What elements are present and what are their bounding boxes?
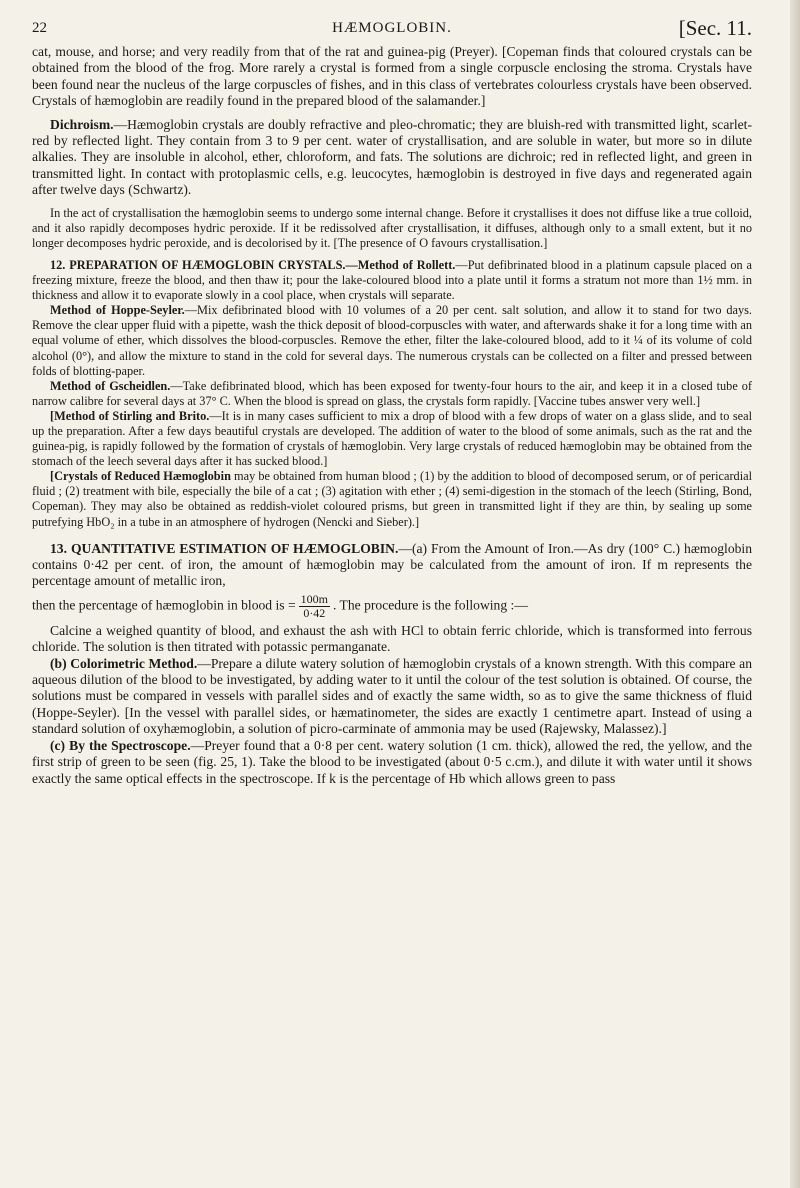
gscheidlen-heading: Method of Gscheidlen. [50, 378, 171, 393]
colorimetric-text: —Prepare a dilute watery solution of hæmoglobin crystals of a known strength. With this compare an aqueous dilution of the blood to be investigated, by adding water to it until the colour of the test solution is obtained. Of course, the solutions must be compared in vessels with parallel sides and of exactly the same width, so as to give the same thickness of fluid (Hoppe-Seyler). [In the vessel with parallel sides, or hæmatinometer, the sides are exactly 1 centimetre apart. Instead of using a standard solution of oxyhæmoglobin, a solution of picro-carminate of ammonia may be used (Rajewsky, Malassez).] [32, 655, 753, 737]
paragraph-gscheidlen [32, 379, 752, 409]
rollett-text: —Put defibrinated blood in a platinum capsule placed on a freezing mixture, freeze the blood, and then thaw it; pour the lake-coloured blood into a plate until it forms a stratum not more than 1½ mm. in thickness and allow it to evaporate slowly in a cool place, when crystals will separate. [32, 257, 753, 303]
section-12-heading: 12. PREPARATION OF HÆMOGLOBIN CRYSTALS.—Method of Rollett. [50, 257, 456, 272]
page-number: 22 [32, 20, 47, 36]
dichroism-text: —Hæmoglobin crystals are doubly refractive and pleo-chromatic; they are bluish-red with transmitted light, scarlet-red by reflected light. They contain from 3 to 9 per cent. water of crystallisation, and are soluble in water, but more so in dilute alkalies. They are insoluble in alcohol, ether, chloroform, and fats. The solutions are dichroic; red in reflected light, and green in transmitted light. In contact with protoplasmic cells, e.g. leucocytes, hæmoglobin is destroyed in five days and regenerated again after twelve days (Schwartz). [32, 116, 752, 198]
hoppe-seyler-text: —Mix defibrinated blood with 10 volumes of a 20 per cent. salt solution, and allow it to stand for two days. Remove the clear upper fluid with a pipette, wash the thick deposit of blood-corpuscles with water, and afterwards shake it for a long time with an equal volume of ether, which dissolves the blood-corpuscles. Remove the ether, filter the lake-coloured blood, add to it ¼ of its volume of cold alcohol (0°), and allow the mixture to stand in the cold for several days. The numerous crystals can be collected on a filter and pressed between folds of blotting-paper. [32, 303, 752, 378]
running-title: HÆMOGLOBIN. [332, 20, 452, 36]
colorimetric-heading: (b) Colorimetric Method. [50, 655, 198, 671]
formula-numerator: 100m [300, 591, 328, 606]
section-marker: [Sec. 11. [678, 16, 752, 40]
spectroscope-heading: (c) By the Spectroscope. [50, 737, 191, 753]
paragraph-calcine: Calcine a weighed quantity of blood, and exhaust the ash with HCl to obtain ferric chloride, which is transformed into ferrous chloride. The solution is then titrated with potassic permanganate. [32, 622, 752, 655]
dichroism-heading: Dichroism. [50, 116, 114, 132]
page-edge-shadow [790, 0, 800, 1188]
formula-lead: then the percentage of hæmoglobin in blood is = [32, 597, 296, 613]
paragraph-quantitative [32, 541, 752, 590]
page-body [32, 44, 752, 787]
formula-denominator: 0·42 [303, 605, 326, 620]
hoppe-seyler-heading: Method of Hoppe-Seyler. [50, 303, 185, 318]
stirling-brito-text: —It is in many cases sufficient to mix a drop of blood with a few drops of water on a glass slide, and to seal up the preparation. After a few days beautiful crystals are developed. The addition of water to the blood of some animals, such as the rat and the guinea-pig, is rapidly followed by the formation of crystals of hæmoglobin. Very large crystals of reduced hæmoglobin may be obtained from the stomach of the leech several days after it has sucked blood.] [32, 408, 752, 469]
haemoglobin-formula [32, 593, 752, 620]
stirling-brito-heading: [Method of Stirling and Brito. [50, 408, 210, 423]
paragraph-spectroscope [32, 738, 752, 787]
reduced-haemoglobin-text: may be obtained from human blood ; (1) by the addition to blood of decomposed serum, or of pericardial fluid ; (2) treatment with bile, especially the bile of a cat ; (3) agitation with ether ; (4) semi-digestion in the stomach of the leech (Stirling, Bond, Copeman). They may also be obtained as reddish-violet coloured prisms, but green in transmitted light if they are thin, by sealing up some putrefying HbO₂ in a tube in an atmosphere of hydrogen (Nencki and Sieber).] [32, 469, 752, 529]
gscheidlen-text: —Take defibrinated blood, which has been exposed for twenty-four hours to the air, and keep it in a closed tube of narrow calibre for several days at 37° C. When the blood is spread on glass, the crystals form rapidly. [Vaccine tubes answer very well.] [32, 378, 753, 408]
paragraph-reduced-haemoglobin [32, 469, 752, 529]
paragraph-hoppe-seyler [32, 303, 752, 378]
paragraph-dichroism [32, 117, 752, 199]
paragraph-stirling-brito [32, 409, 752, 469]
page-header [32, 14, 752, 44]
spectroscope-text: —Preyer found that a 0·8 per cent. watery solution (1 cm. thick), allowed the red, the yellow, and the first strip of green to be seen (fig. 25, 1). Take the blood to be investigated (about 0·5 c.cm.), and dilute it with water until it shows exactly the same optical effects in the spectroscope. If k is the percentage of Hb which allows green to pass [32, 737, 752, 786]
section-13-heading: 13. QUANTITATIVE ESTIMATION OF HÆMOGLOBIN. [50, 540, 399, 556]
formula-fraction [299, 593, 330, 620]
paragraph-crystallisation-note: In the act of crystallisation the hæmoglobin seems to undergo some internal change. Before it crystallises it does not diffuse like a true colloid, and it also rapidly decomposes hydric peroxide. If it be redissolved after crystallisation, it diffuses, although only to a small extent, but it no longer decomposes hydric peroxide, and is decolorised by it. [The presence of O favours crystallisation.] [32, 205, 752, 250]
reduced-haemoglobin-heading: [Crystals of Reduced Hæmoglobin [50, 469, 231, 484]
formula-tail: . The procedure is the following :— [332, 597, 528, 613]
paragraph-rollett [32, 258, 752, 303]
quantitative-text: —(a) From the Amount of Iron.—As dry (100° C.) hæmoglobin contains 0·42 per cent. of iron, the amount of hæmoglobin may be calculated from the amount of iron. If m represents the percentage amount of metallic iron, [32, 540, 752, 589]
paragraph-colorimetric [32, 656, 752, 738]
paragraph-continuation: cat, mouse, and horse; and very readily from that of the rat and guinea-pig (Preyer). [Copeman finds that coloured crystals can be obtained from the blood of the frog. More rarely a crystal is formed from a single corpuscle enclosing the stroma. Crystals have been found near the nucleus of the large corpuscles of fishes, and in this class of vertebrates colourless crystals have been observed. Crystals of hæmoglobin are readily found in the prepared blood of the salamander.] [32, 44, 752, 109]
